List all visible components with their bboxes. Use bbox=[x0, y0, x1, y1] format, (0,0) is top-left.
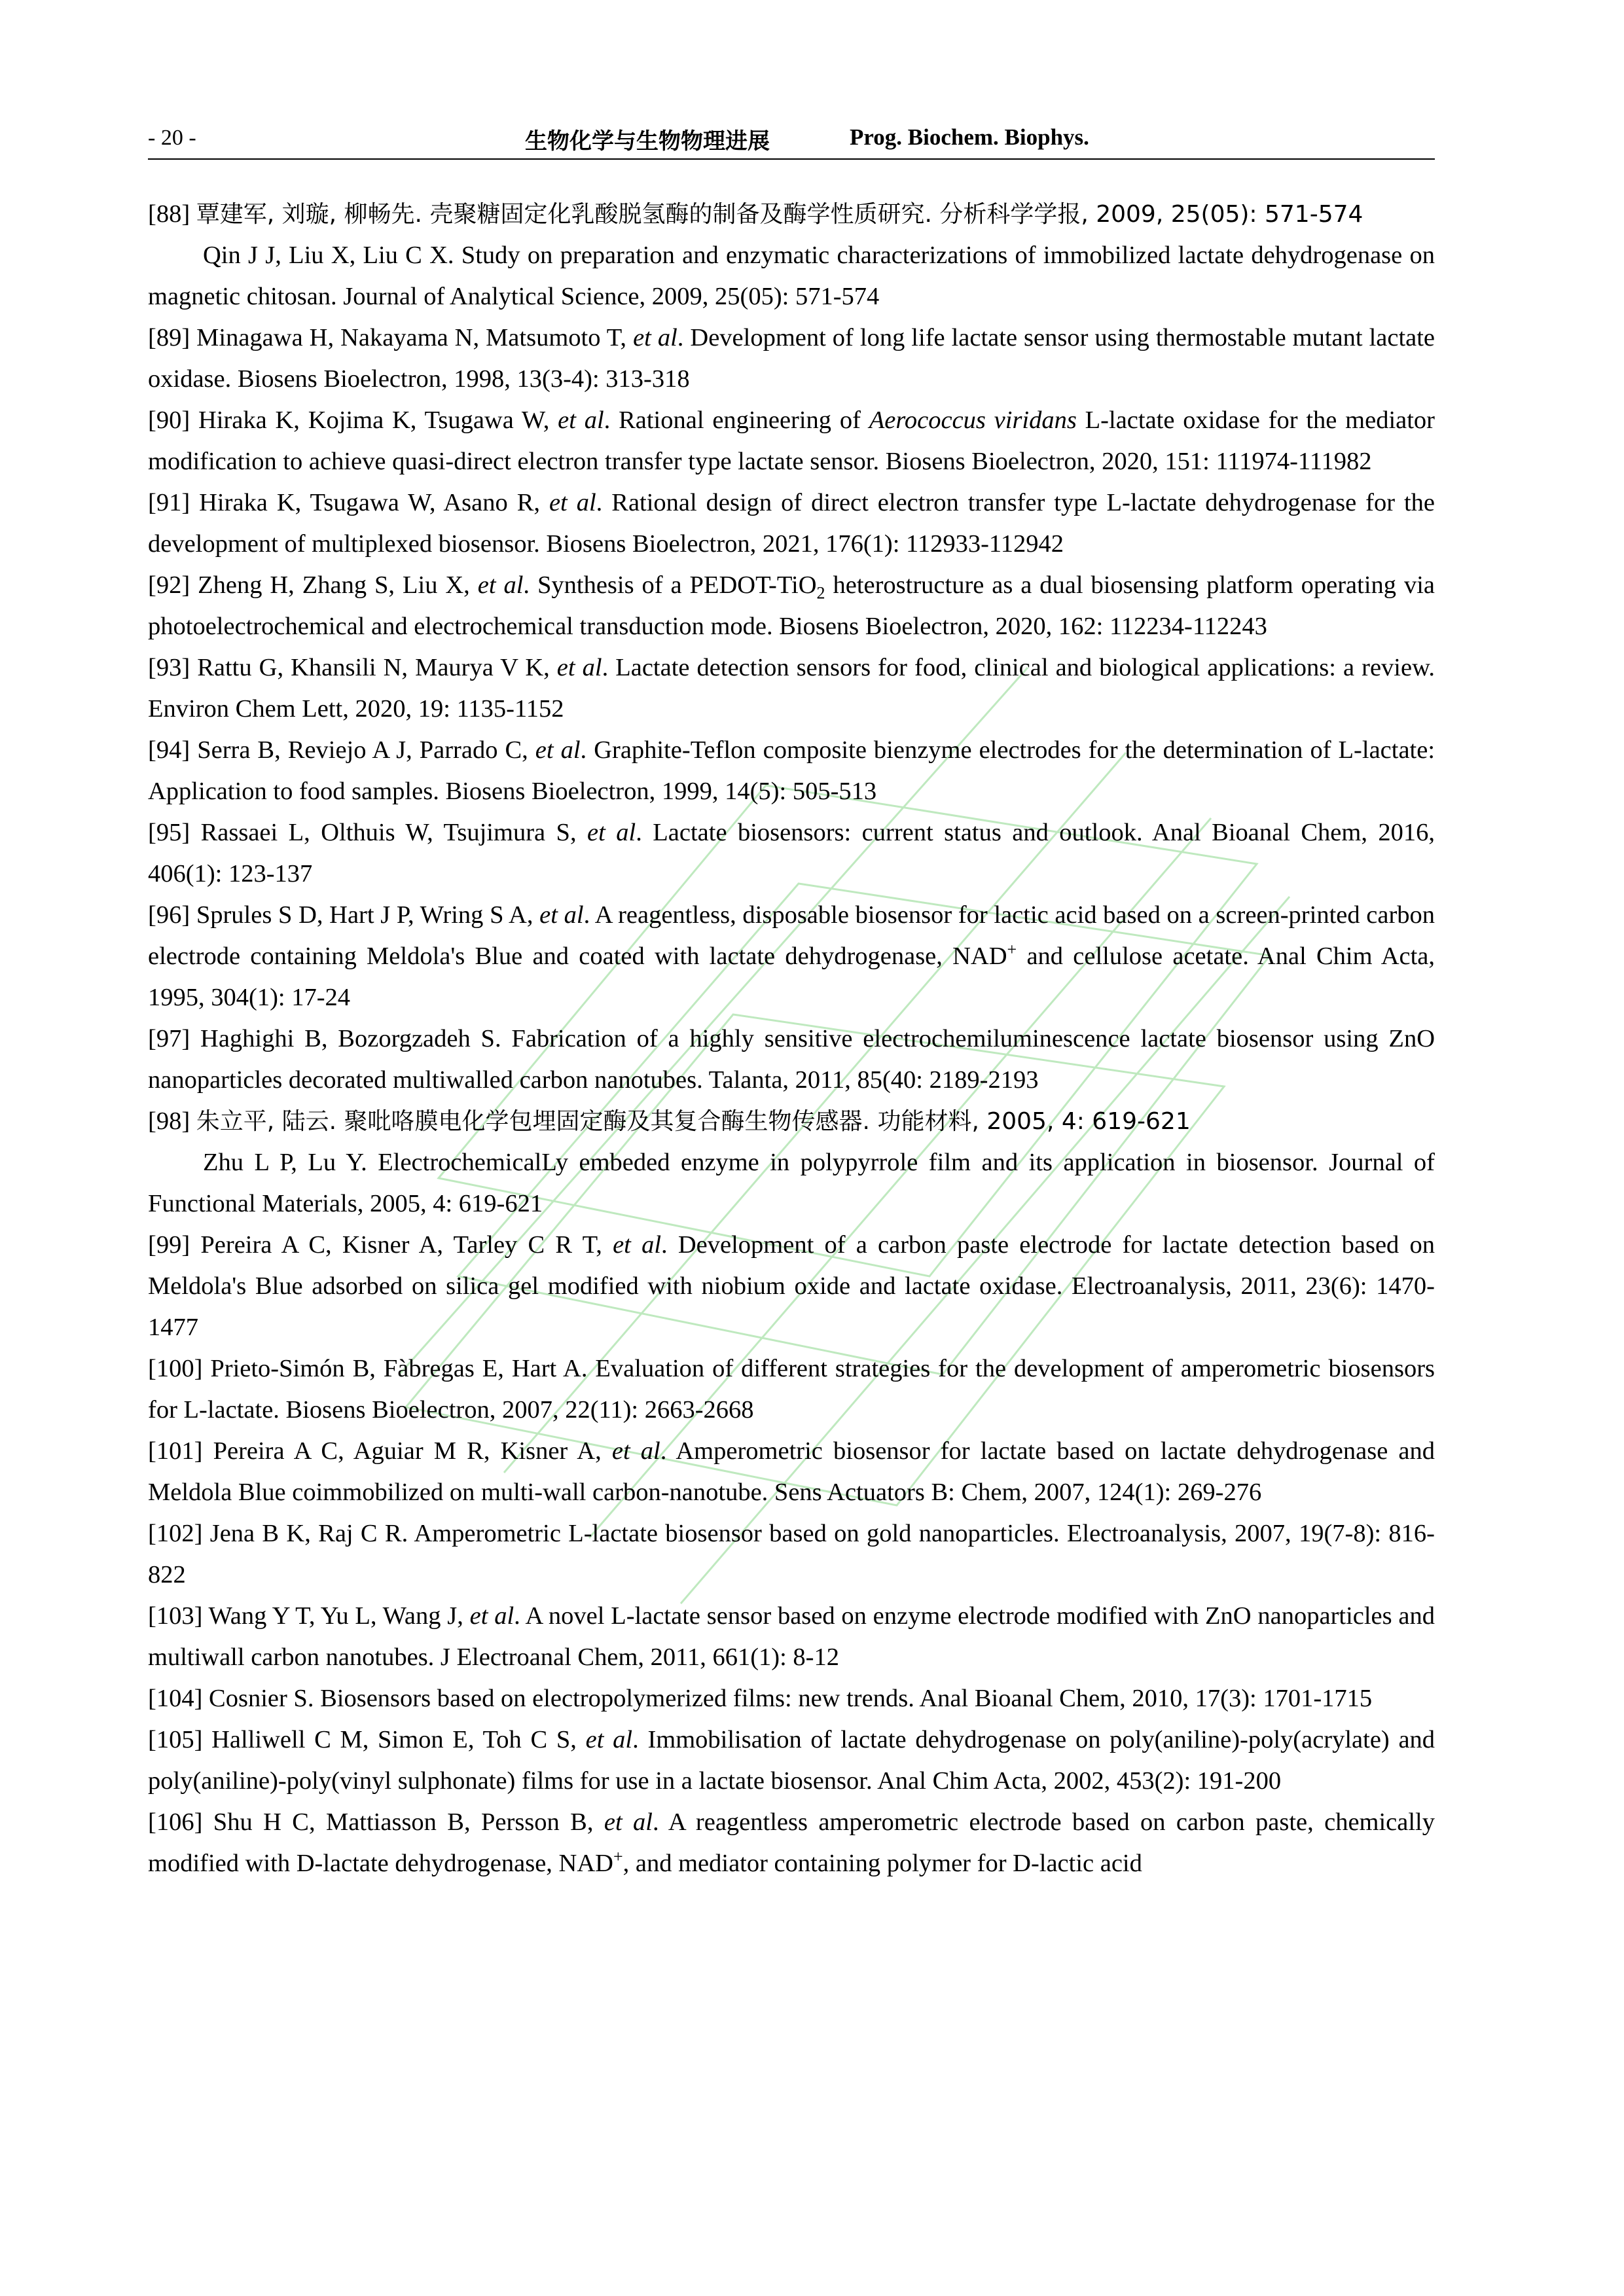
page-number: - 20 - bbox=[148, 126, 196, 150]
reference-item: [90] Hiraka K, Kojima K, Tsugawa W, et al. Rational engineering of Aerococcus viridans L-lactate oxidase for the mediator modification to achieve quasi-direct electron transfer type lactate sensor. Biosens Bioelectron, 2020, 151: 111974-111982 bbox=[148, 406, 1435, 475]
reference-item: [104] Cosnier S. Biosensors based on electropolymerized films: new trends. Anal Bioanal Chem, 2010, 17(3): 1701-1715 bbox=[148, 1685, 1373, 1712]
reference-item: [97] Haghighi B, Bozorgzadeh S. Fabrication of a highly sensitive electrochemiluminescence lactate biosensor using ZnO nanoparticles decorated multiwalled carbon nanotubes. Talanta, 2011, 85(40: 2189-2193 bbox=[148, 1025, 1435, 1094]
reference-item: [102] Jena B K, Raj C R. Amperometric L-lactate biosensor based on gold nanoparticles. Electroanalysis, 2007, 19(7-8): 816-822 bbox=[148, 1520, 1435, 1588]
reference-item: [89] Minagawa H, Nakayama N, Matsumoto T, et al. Development of long life lactate sensor using thermostable mutant lactate oxidase. Biosens Bioelectron, 1998, 13(3-4): 313-318 bbox=[148, 324, 1435, 393]
reference-item: [94] Serra B, Reviejo A J, Parrado C, et al. Graphite-Teflon composite bienzyme electrodes for the determination of L-lactate: Application to food samples. Biosens Bioelectron, 1999, 14(5): 505-513 bbox=[148, 736, 1435, 805]
reference-item: [93] Rattu G, Khansili N, Maurya V K, et al. Lactate detection sensors for food, clinical and biological applications: a review. Environ Chem Lett, 2020, 19: 1135-1152 bbox=[148, 654, 1435, 723]
reference-item: [96] Sprules S D, Hart J P, Wring S A, et al. A reagentless, disposable biosensor for lactic acid based on a screen-printed carbon electrode containing Meldola's Blue and coated with lactate dehydrogenase, NAD+ and cellulose acetate. Anal Chim Acta, 1995, 304(1): 17-24 bbox=[148, 901, 1435, 1011]
reference-translation: Zhu L P, Lu Y. ElectrochemicalLy embeded enzyme in polypyrrole film and its application in biosensor. Journal of Functional Materials, 2005, 4: 619-621 bbox=[148, 1149, 1435, 1217]
journal-title-cn: 生物化学与生物物理进展 bbox=[525, 128, 770, 154]
reference-item: [91] Hiraka K, Tsugawa W, Asano R, et al. Rational design of direct electron transfer type L-lactate dehydrogenase for the development of multiplexed biosensor. Biosens Bioelectron, 2021, 176(1): 112933-112942 bbox=[148, 489, 1435, 558]
reference-item: [105] Halliwell C M, Simon E, Toh C S, et al. Immobilisation of lactate dehydrogenase on poly(aniline)-poly(acrylate) and poly(aniline)-poly(vinyl sulphonate) films for use in a lactate biosensor. Anal Chim Acta, 2002, 453(2): 191-200 bbox=[148, 1726, 1435, 1795]
reference-list bbox=[148, 194, 1435, 1884]
page-header bbox=[148, 122, 1435, 160]
reference-item: [103] Wang Y T, Yu L, Wang J, et al. A novel L-lactate sensor based on enzyme electrode modified with ZnO nanoparticles and multiwall carbon nanotubes. J Electroanal Chem, 2011, 661(1): 8-12 bbox=[148, 1602, 1435, 1671]
reference-item: [106] Shu H C, Mattiasson B, Persson B, et al. A reagentless amperometric electrode based on carbon paste, chemically modified with D-lactate dehydrogenase, NAD+, and mediator containing polymer for D-lactic acid bbox=[148, 1808, 1435, 1877]
journal-title-en: Prog. Biochem. Biophys. bbox=[850, 124, 1089, 150]
reference-item: [100] Prieto-Simón B, Fàbregas E, Hart A. Evaluation of different strategies for the development of amperometric biosensors for L-lactate. Biosens Bioelectron, 2007, 22(11): 2663-2668 bbox=[148, 1355, 1435, 1424]
reference-item: [88] 覃建军, 刘璇, 柳畅先. 壳聚糖固定化乳酸脱氢酶的制备及酶学性质研究. 分析科学学报, 2009, 25(05): 571-574 bbox=[148, 200, 1363, 228]
reference-item: [99] Pereira A C, Kisner A, Tarley C R T, et al. Development of a carbon paste electrode for lactate detection based on Meldola's Blue adsorbed on silica gel modified with niobium oxide and lactate oxidase. Electroanalysis, 2011, 23(6): 1470-1477 bbox=[148, 1231, 1435, 1341]
reference-item: [92] Zheng H, Zhang S, Liu X, et al. Synthesis of a PEDOT-TiO$_2$ heterostructure as a dual biosensing platform operating via photoelectrochemical and electrochemical transduction mode. Biosens Bioelectron, 2020, 162: 112234-112243 bbox=[148, 571, 1435, 640]
reference-item: [101] Pereira A C, Aguiar M R, Kisner A, et al. Amperometric biosensor for lactate based on lactate dehydrogenase and Meldola Blue coimmobilized on multi-wall carbon-nanotube. Sens Actuators B: Chem, 2007, 124(1): 269-276 bbox=[148, 1437, 1435, 1506]
reference-translation: Qin J J, Liu X, Liu C X. Study on preparation and enzymatic characterizations of immobilized lactate dehydrogenase on magnetic chitosan. Journal of Analytical Science, 2009, 25(05): 571-574 bbox=[148, 242, 1435, 310]
reference-item: [98] 朱立平, 陆云. 聚吡咯膜电化学包埋固定酶及其复合酶生物传感器. 功能材料, 2005, 4: 619-621 bbox=[148, 1107, 1191, 1135]
reference-item: [95] Rassaei L, Olthuis W, Tsujimura S, et al. Lactate biosensors: current status and outlook. Anal Bioanal Chem, 2016, 406(1): 123-137 bbox=[148, 819, 1435, 888]
